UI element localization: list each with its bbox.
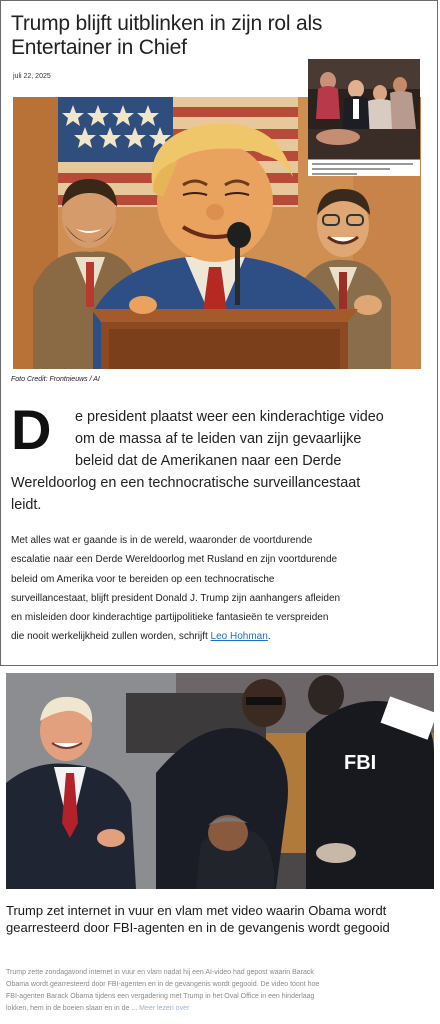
body-line-last bbox=[11, 627, 431, 646]
inset-photo bbox=[308, 59, 420, 159]
article-title[interactable]: Trump blijft uitblinken in zijn rol als Entertainer in Chief bbox=[11, 12, 323, 59]
inset-caption bbox=[308, 160, 420, 176]
excerpt-line-last bbox=[6, 1003, 434, 1015]
lead-paragraph bbox=[11, 398, 426, 516]
author-link[interactable]: Leo Hohman bbox=[210, 631, 268, 643]
lead-line: Wereldoorlog en een technocratische surveillancestaat bbox=[11, 475, 361, 491]
body-line: beleid om Amerika voor te bereiden op een technocratische bbox=[11, 573, 275, 585]
lead-line: leidt. bbox=[11, 497, 42, 513]
arrest-photo bbox=[6, 673, 434, 889]
drop-cap: D bbox=[11, 398, 52, 461]
lead-line: beleid dat de Amerikanen naar een Derde bbox=[75, 453, 342, 469]
excerpt-line: Obama wordt gearresteerd door FBI-agenten en in de gevangenis wordt gegooid. De video toont hoe bbox=[6, 981, 320, 988]
excerpt-last-text: lokken, hem in de boeien slaan en in de ... bbox=[6, 1005, 138, 1012]
article-2-photo[interactable] bbox=[6, 673, 434, 889]
body-paragraph bbox=[11, 531, 431, 647]
body-end: . bbox=[267, 631, 271, 643]
excerpt-line: Trump zette zondagavond internet in vuur en vlam nadat hij een AI-video had gepost waarin Barack bbox=[6, 969, 314, 976]
article-2-title[interactable]: Trump zet internet in vuur en vlam met video waarin Obama wordt gearresteerd door FBI-agenten en in de gevangenis wordt gegooid bbox=[6, 903, 390, 935]
read-more-link[interactable]: Meer lezen over bbox=[139, 1005, 190, 1012]
image-credit: Foto Credit: Frontnieuws / AI bbox=[11, 376, 100, 383]
body-last-text: die nooit werkelijkheid zullen worden, schrijft bbox=[11, 631, 208, 643]
article-2-excerpt bbox=[6, 967, 434, 1015]
fbi-jacket-text: FBI bbox=[344, 752, 377, 774]
body-line: Met alles wat er gaande is in de wereld, waaronder de voortdurende bbox=[11, 535, 313, 546]
lead-line: e president plaatst weer een kinderachtige video bbox=[75, 409, 384, 425]
lead-line: om de massa af te leiden van zijn gevaarlijke bbox=[75, 431, 362, 447]
body-line: escalatie naar een Derde Wereldoorlog met Rusland en zijn voortdurende bbox=[11, 554, 338, 566]
body-line: surveillancestaat, blijft president Donald J. Trump zijn aanhangers afleiden bbox=[11, 592, 341, 604]
party-photo bbox=[308, 59, 420, 159]
excerpt-line: FBI-agenten Barack Obama tijdens een vergadering met Trump in het Oval Office in een hinderlaag bbox=[6, 993, 315, 1000]
body-line: en misleiden door kinderachtige partijpolitieke fantasieën te verspreiden bbox=[11, 612, 329, 624]
article-date: juli 22, 2025 bbox=[13, 73, 51, 80]
